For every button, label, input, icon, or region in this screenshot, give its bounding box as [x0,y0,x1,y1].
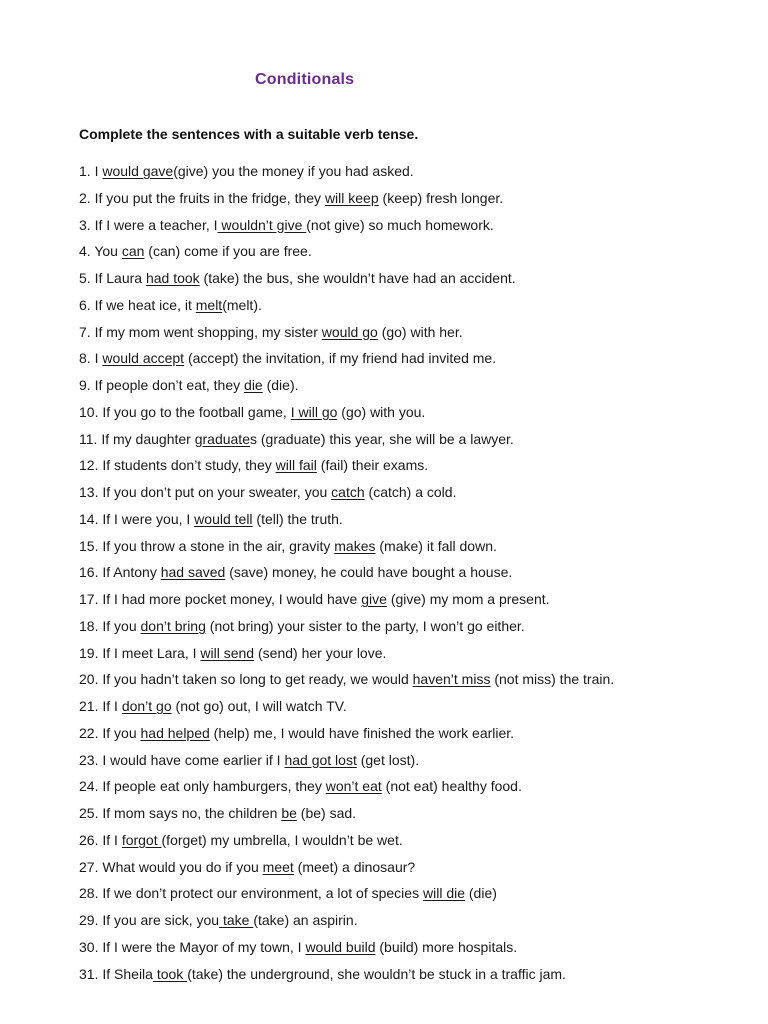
sentence-answer: melt [195,296,223,313]
sentence-text-after: (forget) my umbrella, I wouldn’t be wet. [161,831,403,848]
sentence-text-before: If I were a teacher, I [90,216,218,233]
sentence-text-after: (take) the underground, she wouldn’t be stuck in a traffic jam. [187,965,566,982]
sentence-number: 10. [79,403,99,420]
sentence-text-after: (not go) out, I will watch TV. [171,698,347,714]
sentence-number: 4. [79,243,91,260]
sentence-text-before: If you go to the football game, [98,403,291,420]
sentence-text-before: If you put the fruits in the fridge, they [90,189,325,206]
sentence-text-after: (give) you the money if you had asked. [173,163,414,179]
sentence-item [79,723,749,750]
sentence-number: 27. [79,858,99,875]
sentence-text-after: (give) my mom a present. [386,591,550,607]
sentence-answer: graduate [194,430,250,447]
sentence-item [79,536,749,563]
sentence-text-after: s (graduate) this year, she will be a lawyer. [250,430,514,447]
sentence-answer: don’t bring [140,617,206,634]
sentence-answer: catch [331,484,365,500]
sentence-number: 1. [79,163,91,179]
sentence-number: 17. [79,591,99,607]
sentence-item [79,215,749,242]
sentence-answer: would tell [194,510,253,527]
sentence-number: 13. [79,484,99,500]
sentence-number: 12. [79,457,99,474]
sentence-item [79,429,749,456]
sentence-number: 23. [79,751,99,768]
sentence-answer: don’t go [121,698,172,714]
sentence-number: 29. [79,912,99,928]
sentence-text-before: If students don’t study, they [98,457,276,474]
sentence-text-after: (go) with you. [337,403,426,420]
sentence-item [79,696,749,723]
sentence-text-after: (not bring) your sister to the party, I won’t go either. [205,617,525,634]
sentence-item [79,883,749,910]
sentence-number: 5. [79,270,91,286]
sentence-text-before: If we heat ice, it [90,296,196,313]
sentence-answer: die [244,377,263,393]
sentence-text-before: If you are sick, you [98,912,220,928]
sentence-number: 19. [79,644,99,661]
sentence-item [79,830,749,857]
sentence-answer: would accept [102,350,185,367]
sentence-text-before: If I were you, I [98,510,195,527]
sentence-text-after: (take) the bus, she wouldn’t have had an accident. [199,270,516,286]
sentence-text-before: If my daughter [97,430,195,447]
sentence-answer: makes [334,537,376,554]
page-title: Conditionals [255,71,355,88]
sentence-answer: take [219,912,254,928]
sentence-text-after: (go) with her. [377,323,463,340]
sentence-item [79,937,749,964]
sentence-number: 28. [79,885,99,902]
sentence-text-before: I [90,350,103,367]
sentence-answer: would gave [102,163,174,179]
sentence-text-after: (meet) a dinosaur? [293,858,416,875]
sentence-text-after: (send) her your love. [254,644,387,661]
sentence-item [79,161,749,188]
sentence-answer: will fail [275,457,317,474]
sentence-text-after: (save) money, he could have bought a house. [225,564,513,581]
sentence-number: 16. [79,564,99,581]
sentence-answer: forgot [121,831,162,848]
sentence-number: 18. [79,617,99,634]
sentence-text-after: (not give) so much homework. [306,216,494,233]
sentence-answer: would build [305,938,376,955]
sentence-number: 20. [79,671,99,688]
sentence-item [79,348,749,375]
sentence-answer: would go [321,323,378,340]
instruction-text: Complete the sentences with a suitable verb tense. [79,126,419,142]
sentence-text-after: (get lost). [356,751,420,768]
sentence-item [79,188,749,215]
sentence-item [79,803,749,830]
sentence-number: 26. [79,831,99,848]
sentence-item [79,776,749,803]
sentence-number: 3. [79,216,91,233]
sentence-text-before: If you [98,617,141,634]
sentence-item [79,750,749,777]
sentence-answer: meet [262,858,294,875]
sentence-text-before: If we don’t protect our environment, a lot of species [98,885,423,902]
sentence-text-after: (take) an aspirin. [253,912,358,928]
sentence-text-before: If I [98,831,122,848]
sentence-text-after: (make) it fall down. [375,537,497,554]
sentence-answer: be [281,805,297,821]
sentence-text-before: If I meet Lara, I [98,644,201,661]
sentence-number: 14. [79,510,99,527]
sentence-text-before: If mom says no, the children [98,805,282,821]
sentence-item [79,509,749,536]
sentence-answer: had got lost [284,751,357,768]
sentence-answer: give [361,591,387,607]
sentence-item [79,455,749,482]
sentence-text-before: If people don’t eat, they [90,377,245,393]
sentence-number: 22. [79,724,99,741]
sentence-text-before: If you throw a stone in the air, gravity [98,537,335,554]
sentence-text-before: If I were the Mayor of my town, I [98,938,306,955]
sentence-text-before: If Sheila [98,965,153,982]
sentence-item [79,910,749,937]
sentence-item [79,616,749,643]
sentence-text-after: (tell) the truth. [252,510,343,527]
sentence-answer: had took [145,270,200,286]
sentence-text-before: If you don’t put on your sweater, you [98,484,332,500]
sentence-text-after: (keep) fresh longer. [378,189,504,206]
sentence-item [79,241,749,268]
sentence-text-before: If you hadn’t taken so long to get ready, we would [98,671,413,688]
sentence-text-after: (build) more hospitals. [375,938,518,955]
sentence-text-before: If my mom went shopping, my sister [90,323,322,340]
sentence-text-before: You [90,243,122,260]
sentence-answer: had saved [160,564,226,581]
sentence-list [79,161,749,990]
sentence-answer: will die [422,885,465,902]
sentence-item [79,322,749,349]
sentence-number: 31. [79,965,99,982]
sentence-item [79,268,749,295]
sentence-answer: will send [200,644,255,661]
sentence-number: 21. [79,698,99,714]
sentence-text-before: If Antony [98,564,161,581]
sentence-number: 24. [79,778,99,795]
sentence-item [79,562,749,589]
sentence-item [79,857,749,884]
sentence-number: 7. [79,323,91,340]
sentence-text-before: If Laura [90,270,146,286]
sentence-item [79,643,749,670]
sentence-text-after: (not miss) the train. [490,671,615,688]
sentence-text-before: If people eat only hamburgers, they [98,778,326,795]
sentence-number: 8. [79,350,91,367]
sentence-text-after: (not eat) healthy food. [381,778,522,795]
sentence-text-after: (die). [262,377,299,393]
sentence-text-after: (fail) their exams. [316,457,429,474]
sentence-text-before: What would you do if you [98,858,263,875]
sentence-text-after: (can) come if you are free. [144,243,312,260]
sentence-number: 30. [79,938,99,955]
sentence-item [79,295,749,322]
sentence-answer: haven’t miss [412,671,491,688]
sentence-text-after: (be) sad. [296,805,357,821]
sentence-answer: can [121,243,145,260]
sentence-number: 15. [79,537,99,554]
sentence-answer: had helped [140,724,210,741]
sentence-number: 25. [79,805,99,821]
sentence-number: 9. [79,377,91,393]
sentence-item [79,402,749,429]
sentence-item [79,964,749,991]
sentence-text-before: If you [98,724,141,741]
sentence-number: 2. [79,189,91,206]
sentence-text-before: I would have come earlier if I [98,751,285,768]
sentence-item [79,482,749,509]
sentence-text-after: (accept) the invitation, if my friend had invited me. [184,350,497,367]
sentence-number: 6. [79,296,91,313]
sentence-text-after: (catch) a cold. [364,484,457,500]
sentence-answer: wouldn’t give [217,216,307,233]
sentence-answer: took [152,965,188,982]
sentence-number: 11. [79,430,98,447]
sentence-text-after: (die) [465,885,497,902]
sentence-text-before: I [90,163,103,179]
sentence-answer: will keep [324,189,379,206]
sentence-text-before: If I [98,698,122,714]
sentence-answer: won’t eat [325,778,382,795]
sentence-item [79,669,749,696]
sentence-text-after: (help) me, I would have finished the work earlier. [209,724,515,741]
sentence-item [79,589,749,616]
sentence-item [79,375,749,402]
sentence-text-after: (melt). [222,296,262,313]
sentence-answer: I will go [290,403,338,420]
sentence-text-before: If I had more pocket money, I would have [98,591,362,607]
